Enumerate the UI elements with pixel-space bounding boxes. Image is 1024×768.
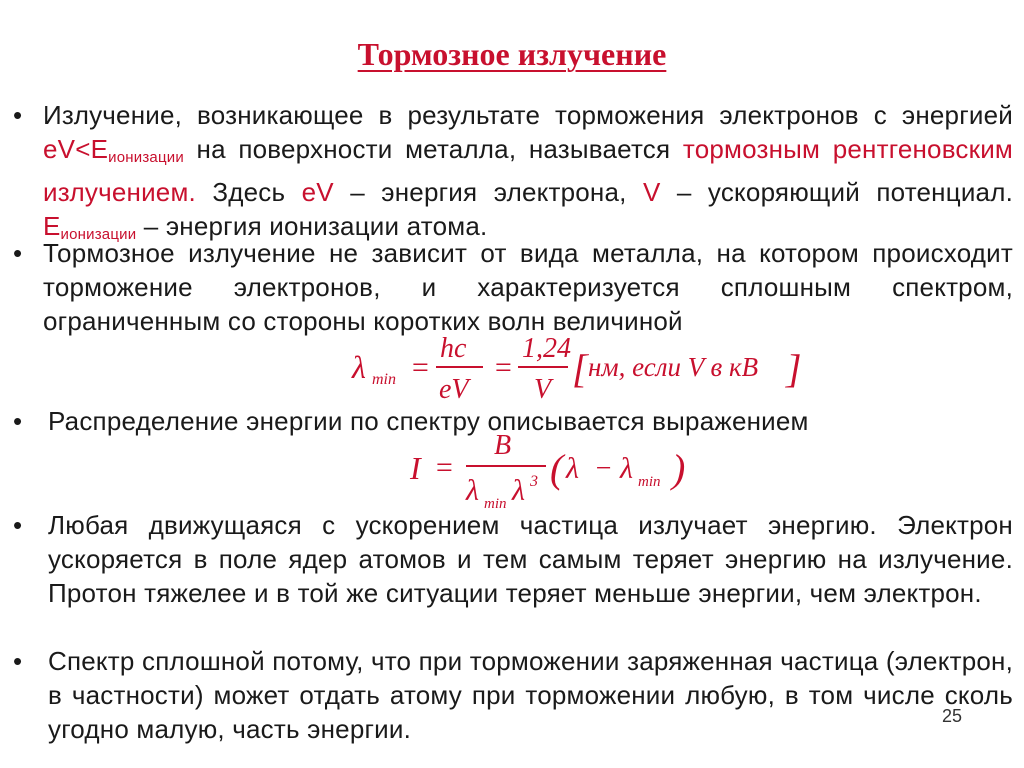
v-symbol: V (642, 177, 661, 207)
red-term: тормозным рентгеновским излучением. (43, 134, 1013, 207)
formula1-den2: V (534, 374, 552, 405)
formula2-den-sub: min (484, 496, 507, 512)
bullet-icon: • (13, 238, 23, 268)
formula2-den-exp: 3 (530, 473, 538, 490)
slide-title-text: Тормозное излучение (357, 36, 667, 72)
bullet-icon: • (13, 646, 23, 676)
bullet-icon: • (13, 100, 23, 130)
bullet-text-1: Излучение, возникающее в результате торможения электронов с энергией $eV<E_{ионизации}$ на поверхности металла, называется тормозным рентгеновским излучением. Здесь eV – энергия электрона, V – ускоряющий потенциал. $E_{ионизации}$ – энергия ионизации атома. (43, 100, 1014, 243)
formula1-eq2: = (493, 351, 514, 384)
slide-title (0, 36, 1024, 73)
paren-right: ) (672, 446, 686, 491)
paren-left: ( (550, 446, 564, 491)
ev-symbol: eV (301, 177, 334, 207)
formula1-num2: 1,24 (522, 333, 571, 364)
e-symbol: E (43, 211, 61, 241)
bullet-text-2: Тормозное излучение не зависит от вида металла, на котором происходит торможение электронов, и характеризуется сплошным спектром, ограниченным со стороны коротких волн величиной (43, 238, 1013, 336)
bullet-text-5: Спектр сплошной потому, что при торможении заряженная частица (электрон, в частности) может отдать атому при торможении любую, в том числе сколь угодно малую, часть энергии. (48, 646, 1013, 744)
bullet-text-3: Распределение энергии по спектру описывается выражением (48, 406, 809, 436)
formula2-paren-lambda: λ (566, 452, 579, 485)
formula2-den-lambda: λ (466, 474, 479, 507)
page-number: 25 (941, 706, 962, 726)
formula1-sub: min (372, 371, 396, 388)
bullet-icon: • (13, 406, 23, 436)
formula2-num: B (494, 430, 512, 461)
formula2-minus: − (594, 453, 613, 484)
e-ionization-sub-2: ионизации (60, 226, 137, 243)
formula1-den1: eV (439, 374, 469, 405)
formula2-eq: = (434, 451, 455, 484)
bullet-icon: • (13, 510, 23, 540)
e-ionization-sub: ионизации (108, 149, 184, 166)
formula2-den-lambda2: λ (512, 474, 525, 507)
formula2-paren-lambda2: λ (620, 452, 633, 485)
bracket-left: [ (572, 346, 588, 391)
formula2-lhs: I (410, 450, 421, 486)
formula1-num1: hc (440, 333, 467, 364)
formula1-bracket-text: нм, если V в кВ (588, 352, 759, 382)
bullet-text-4: Любая движущаяся с ускорением частица излучает энергию. Электрон ускоряется в поле ядер атомов и тем самым теряет энергию на излучение. Протон тяжелее и в той же ситуации теряет меньше энергии, чем электрон. (48, 510, 1013, 608)
ev-lt-e: eV<E (43, 134, 109, 164)
formula1-eq: = (410, 351, 431, 384)
bracket-right: ] (786, 346, 802, 391)
formula2-paren-sub: min (638, 474, 661, 490)
formula-lambda-min (350, 330, 810, 410)
formula1-lambda: λ (352, 349, 366, 385)
formula-intensity (404, 428, 704, 520)
